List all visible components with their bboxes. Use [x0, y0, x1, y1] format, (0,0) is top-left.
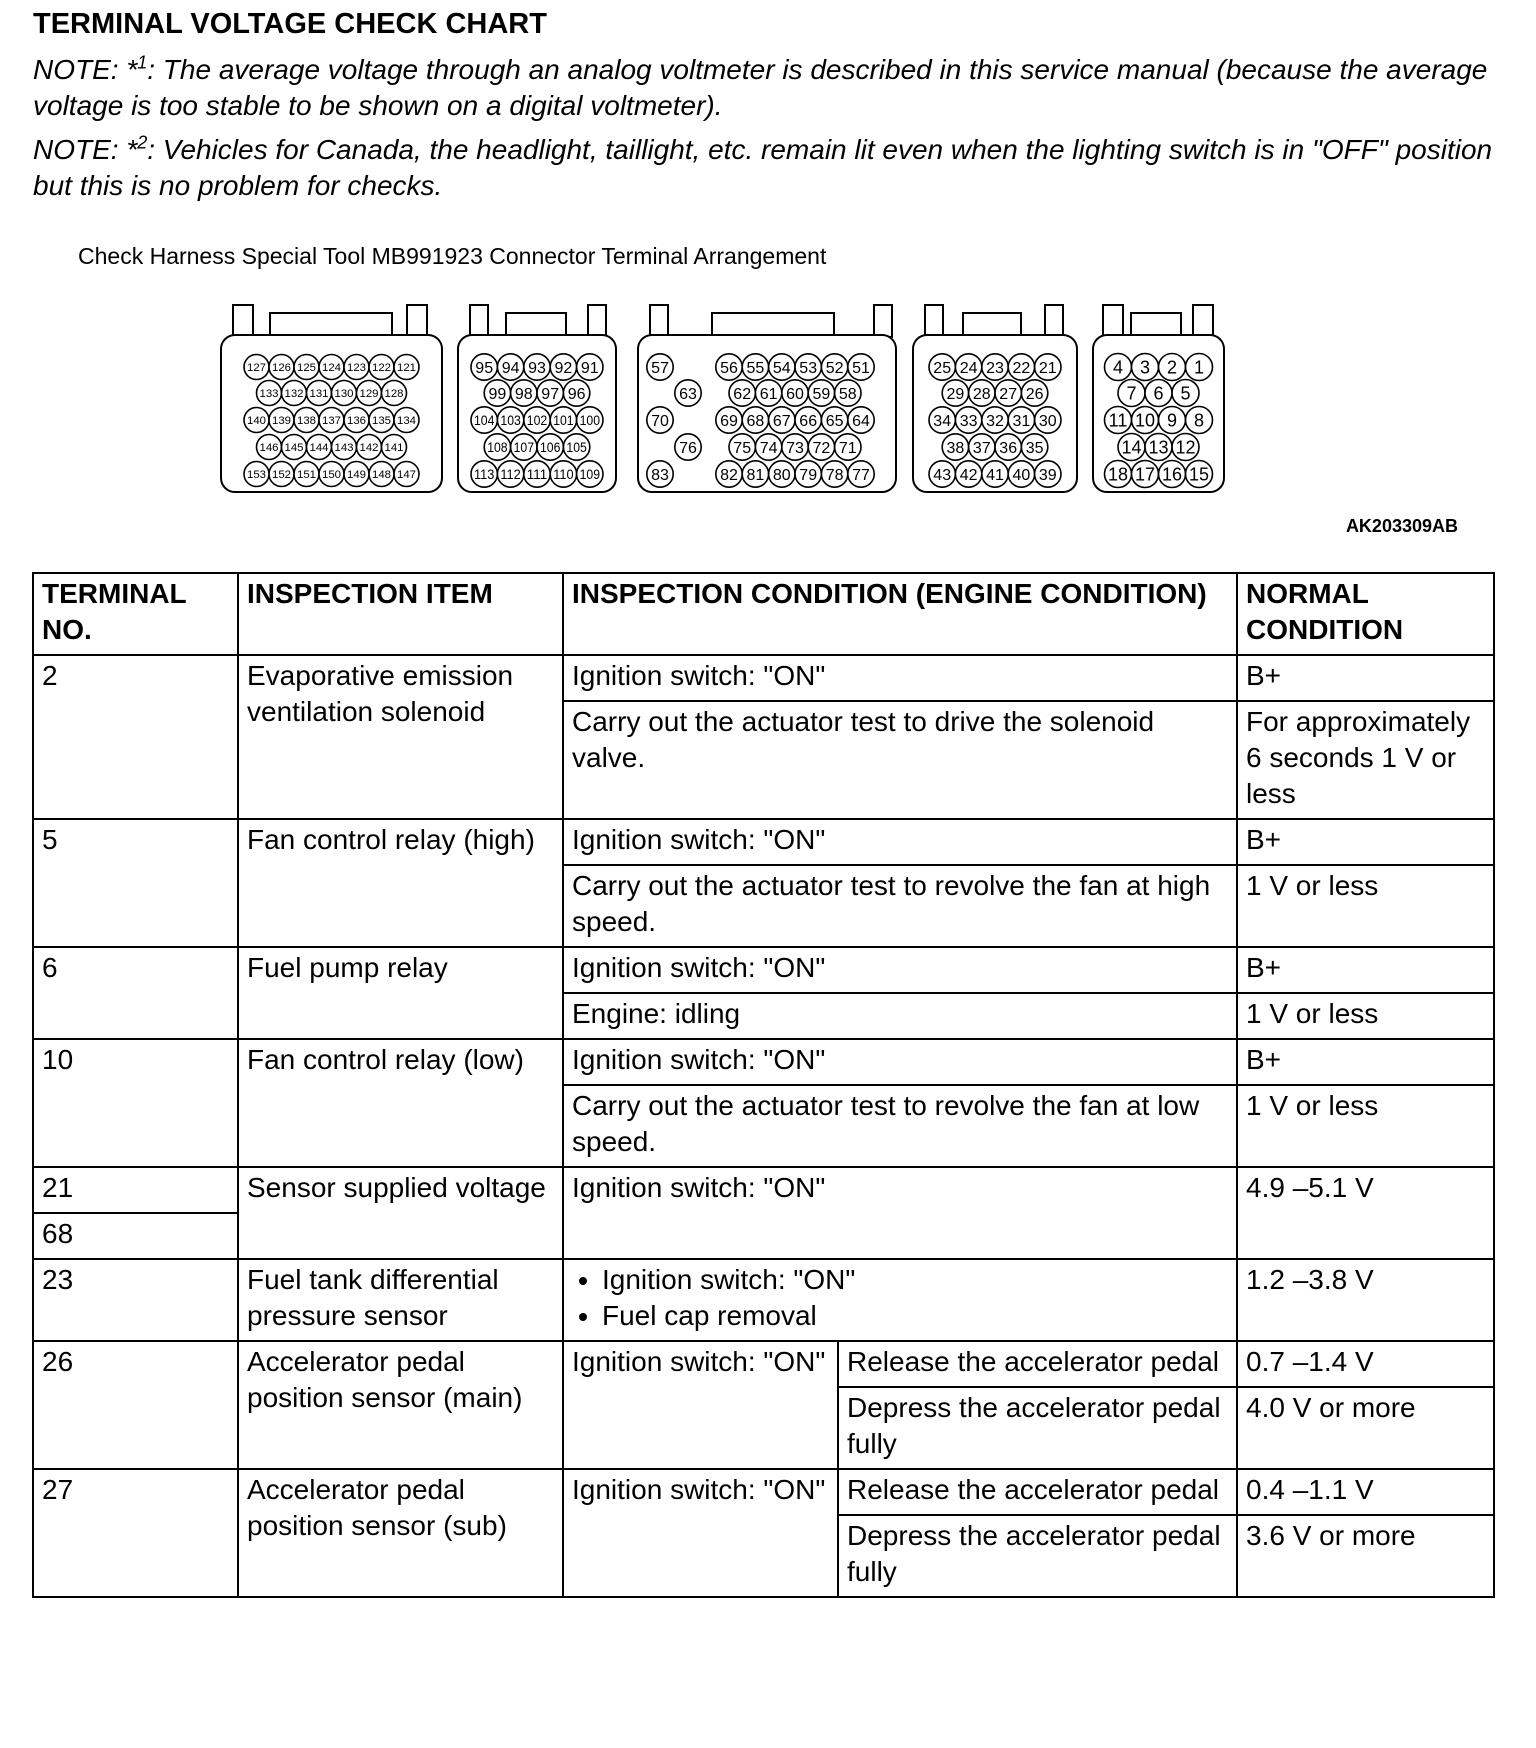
terminal-pin-label: 110	[553, 466, 574, 483]
sub-condition-cell: Depress the accelerator pedal fully	[838, 1515, 1237, 1597]
terminal-pin-label: 57	[651, 359, 669, 377]
connector-1-tab-1	[233, 305, 253, 337]
connector-5-tab-1	[1103, 305, 1123, 337]
connector-2-tab-1	[470, 305, 488, 337]
terminal-pin-label: 139	[272, 415, 291, 428]
table-header-row	[33, 573, 1494, 655]
terminal-pin-label: 134	[397, 415, 417, 428]
terminal-pin-label: 60	[786, 385, 804, 403]
condition-cell: Ignition switch: "ON"	[563, 655, 1237, 701]
normal-cell: 3.6 V or more	[1237, 1515, 1494, 1597]
terminal-pin-label: 51	[852, 359, 870, 377]
terminal-pin-label: 43	[933, 466, 952, 484]
terminal-pin-label: 137	[322, 415, 341, 428]
terminal-pin-label: 131	[309, 388, 329, 401]
figure-id: AK203309AB	[1345, 516, 1458, 536]
terminal-pin-label: 144	[309, 442, 330, 455]
normal-cell: 0.4 –1.1 V	[1237, 1469, 1494, 1515]
item-cell: Evaporative emission ventilation solenoid	[238, 655, 563, 819]
terminal-pin-label: 27	[999, 385, 1018, 403]
item-cell: Fan control relay (high)	[238, 819, 563, 947]
table-row	[33, 655, 1494, 701]
terminal-pin-label: 4	[1112, 357, 1124, 378]
terminal-pin-label: 26	[1025, 385, 1044, 403]
terminal-pin-label: 76	[679, 439, 697, 457]
terminal-pin-label: 69	[720, 412, 738, 430]
sub-condition-cell: Release the accelerator pedal	[838, 1341, 1237, 1387]
terminal-pin-label: 21	[1038, 359, 1057, 377]
terminal-pin-label: 111	[526, 466, 548, 483]
terminal-pin-label: 11	[1108, 410, 1128, 431]
terminal-pin-label: 39	[1038, 466, 1057, 484]
terminal-pin-label: 61	[759, 385, 778, 403]
terminal-pin-label: 41	[986, 466, 1004, 484]
terminal-pin-label: 99	[488, 385, 507, 403]
list-item: • Fuel cap removal	[602, 1298, 1228, 1334]
terminal-pin-label: 59	[812, 385, 831, 403]
terminal-pin-label: 72	[812, 439, 831, 457]
terminal-pin-label: 5	[1180, 383, 1191, 404]
terminal-pin-label: 24	[959, 359, 978, 377]
terminal-pin-label: 56	[720, 359, 738, 377]
item-cell: Fuel pump relay	[238, 947, 563, 1039]
terminal-pin-label: 35	[1025, 439, 1044, 457]
normal-cell: 1 V or less	[1237, 1085, 1494, 1167]
terminal-cell: 10	[33, 1039, 238, 1167]
connector-1-key	[270, 313, 392, 337]
terminal-pin-label: 103	[500, 412, 521, 429]
terminal-pin-label: 152	[272, 469, 291, 482]
note-1-text: : The average voltage through an analog voltmeter is described in this service manual (because the average voltage is too stable to be shown on a digital voltmeter).	[33, 54, 1488, 121]
terminal-pin-label: 23	[986, 359, 1004, 377]
terminal-pin-label: 108	[487, 439, 508, 456]
terminal-pin-label: 141	[384, 442, 404, 455]
item-cell: Sensor supplied voltage	[238, 1167, 563, 1259]
terminal-cell: 23	[33, 1259, 238, 1341]
terminal-pin-label: 92	[554, 359, 573, 377]
terminal-pin-label: 146	[259, 442, 279, 455]
terminal-pin-label: 133	[259, 388, 279, 401]
connector-3-tab-2	[874, 305, 892, 337]
terminal-pin-label: 78	[825, 466, 844, 484]
terminal-pin-label: 125	[297, 362, 316, 375]
terminal-pin-label: 130	[334, 388, 354, 401]
terminal-pin-label: 6	[1153, 383, 1164, 404]
terminal-pin-label: 22	[1012, 359, 1031, 377]
terminal-pin-label: 77	[852, 466, 870, 484]
normal-cell: For approximately 6 seconds 1 V or less	[1237, 701, 1494, 819]
normal-cell: 4.0 V or more	[1237, 1387, 1494, 1469]
terminal-pin-label: 17	[1134, 464, 1156, 485]
condition-cell: Ignition switch: "ON"	[563, 1039, 1237, 1085]
item-cell: Accelerator pedal position sensor (sub)	[238, 1469, 563, 1597]
terminal-pin-label: 98	[514, 385, 533, 403]
terminal-pin-label: 75	[733, 439, 752, 457]
condition-cell: Carry out the actuator test to revolve the fan at low speed.	[563, 1085, 1237, 1167]
sub-condition-cell: Release the accelerator pedal	[838, 1469, 1237, 1515]
table-row	[33, 1469, 1494, 1515]
terminal-pin-label: 55	[746, 359, 765, 377]
header-normal: NORMAL CONDITION	[1237, 573, 1494, 655]
normal-cell: 1.2 –3.8 V	[1237, 1259, 1494, 1341]
table-row	[33, 1039, 1494, 1085]
note-1	[33, 52, 1503, 124]
condition-cell: Carry out the actuator test to drive the solenoid valve.	[563, 701, 1237, 819]
terminal-pin-label: 1	[1193, 357, 1205, 378]
terminal-pin-label: 112	[500, 466, 521, 483]
terminal-pin-label: 66	[799, 412, 818, 430]
terminal-pin-label: 145	[284, 442, 304, 455]
terminal-pin-label: 10	[1134, 410, 1156, 431]
terminal-pin-label: 94	[501, 359, 520, 377]
terminal-pin-label: 7	[1126, 383, 1137, 404]
terminal-pin-label: 12	[1175, 437, 1196, 458]
terminal-pin-label: 13	[1148, 437, 1169, 458]
terminal-pin-label: 149	[347, 469, 366, 482]
terminal-pin-label: 9	[1166, 410, 1178, 431]
terminal-pin-label: 105	[566, 439, 587, 456]
connector-4-tab-2	[1045, 305, 1063, 337]
terminal-pin-label: 79	[799, 466, 818, 484]
terminal-pin-label: 52	[825, 359, 844, 377]
normal-cell: B+	[1237, 1039, 1494, 1085]
terminal-pin-label: 53	[799, 359, 818, 377]
note-1-prefix: NOTE: *	[33, 54, 138, 85]
condition-cell: Carry out the actuator test to revolve the fan at high speed.	[563, 865, 1237, 947]
terminal-pin-label: 140	[247, 415, 266, 428]
terminal-pin-label: 148	[372, 469, 391, 482]
terminal-pin-label: 67	[772, 412, 791, 430]
note-2	[33, 132, 1503, 204]
terminal-pin-label: 82	[720, 466, 738, 484]
connector-1-tab-2	[407, 305, 427, 337]
diagram-caption: Check Harness Special Tool MB991923 Connector Terminal Arrangement	[78, 243, 827, 269]
note-2-sup: 2	[137, 132, 148, 153]
condition-cell: Ignition switch: "ON"	[563, 1341, 838, 1469]
table-row	[33, 1341, 1494, 1387]
terminal-pin-label: 100	[579, 412, 601, 429]
terminal-pin-label: 147	[397, 469, 416, 482]
condition-cell: Ignition switch: "ON"	[563, 947, 1237, 993]
condition-cell: Ignition switch: "ON"	[563, 1469, 838, 1597]
terminal-pin-label: 15	[1188, 464, 1210, 485]
table-row	[33, 1259, 1494, 1341]
terminal-pin-label: 62	[733, 385, 752, 403]
terminal-pin-label: 142	[359, 442, 379, 455]
terminal-pin-label: 106	[540, 439, 561, 456]
terminal-pin-label: 151	[297, 469, 316, 482]
condition-bullet-list	[572, 1262, 1228, 1334]
page-title: TERMINAL VOLTAGE CHECK CHART	[33, 8, 547, 40]
terminal-pin-label: 68	[746, 412, 765, 430]
terminal-pin-label: 122	[372, 362, 391, 375]
terminal-pin-label: 73	[786, 439, 804, 457]
terminal-pin-label: 74	[759, 439, 778, 457]
terminal-pin-label: 143	[334, 442, 354, 455]
condition-cell: Ignition switch: "ON"	[563, 819, 1237, 865]
terminal-pin-label: 14	[1121, 437, 1142, 458]
terminal-pin-label: 153	[247, 469, 266, 482]
terminal-pin-label: 2	[1166, 357, 1178, 378]
condition-cell: Engine: idling	[563, 993, 1237, 1039]
terminal-pin-label: 124	[322, 362, 342, 375]
note-2-text: : Vehicles for Canada, the headlight, taillight, etc. remain lit even when the lighting switch is in "OFF" position but this is no problem for checks.	[33, 134, 1493, 201]
item-cell: Fuel tank differential pressure sensor	[238, 1259, 563, 1341]
terminal-pin-label: 104	[474, 412, 495, 429]
terminal-cell: 26	[33, 1341, 238, 1469]
terminal-pin-label: 16	[1161, 464, 1183, 485]
terminal-pin-label: 109	[579, 466, 601, 483]
connector-2-tab-2	[588, 305, 606, 337]
normal-cell: 0.7 –1.4 V	[1237, 1341, 1494, 1387]
terminal-pin-label: 58	[838, 385, 857, 403]
terminal-cell: 6	[33, 947, 238, 1039]
terminal-cell: 21	[33, 1167, 238, 1213]
terminal-pin-label: 3	[1139, 357, 1151, 378]
terminal-cell: 2	[33, 655, 238, 819]
header-condition: INSPECTION CONDITION (ENGINE CONDITION)	[563, 573, 1237, 655]
connector-3-key	[712, 313, 834, 337]
connector-5-key	[1131, 313, 1181, 337]
terminal-pin-label: 83	[651, 466, 669, 484]
terminal-pin-label: 121	[397, 362, 416, 375]
table-row	[33, 947, 1494, 993]
terminal-pin-label: 36	[999, 439, 1018, 457]
terminal-pin-label: 42	[959, 466, 978, 484]
condition-cell: Ignition switch: "ON"	[563, 1167, 1237, 1259]
terminal-pin-label: 129	[359, 388, 379, 401]
terminal-pin-label: 80	[772, 466, 791, 484]
terminal-pin-label: 33	[959, 412, 978, 430]
table-row	[33, 1167, 1494, 1213]
note-2-prefix: NOTE: *	[33, 134, 138, 165]
terminal-cell: 27	[33, 1469, 238, 1597]
connector-diagram	[0, 300, 1536, 500]
terminal-pin-label: 31	[1012, 412, 1031, 430]
normal-cell: B+	[1237, 655, 1494, 701]
item-cell: Fan control relay (low)	[238, 1039, 563, 1167]
connector-4-tab-1	[925, 305, 943, 337]
terminal-pin-label: 63	[679, 385, 697, 403]
terminal-pin-label: 150	[322, 469, 341, 482]
terminal-pin-label: 102	[526, 412, 548, 429]
terminal-pin-label: 64	[852, 412, 870, 430]
terminal-pin-label: 136	[347, 415, 366, 428]
terminal-pin-label: 113	[474, 466, 495, 483]
connector-4-key	[963, 313, 1021, 337]
header-terminal: TERMINAL NO.	[33, 573, 238, 655]
normal-cell: 4.9 –5.1 V	[1237, 1167, 1494, 1259]
terminal-cell: 68	[33, 1213, 238, 1259]
normal-cell: 1 V or less	[1237, 993, 1494, 1039]
connector-5-tab-2	[1193, 305, 1213, 337]
terminal-cell: 5	[33, 819, 238, 947]
terminal-pin-label: 135	[372, 415, 391, 428]
normal-cell: B+	[1237, 819, 1494, 865]
terminal-pin-label: 30	[1038, 412, 1057, 430]
terminal-pin-label: 132	[284, 388, 304, 401]
terminal-pin-label: 29	[946, 385, 965, 403]
terminal-pin-label: 18	[1107, 464, 1129, 485]
normal-cell: B+	[1237, 947, 1494, 993]
item-cell: Accelerator pedal position sensor (main)	[238, 1341, 563, 1469]
terminal-voltage-table	[32, 572, 1495, 1598]
terminal-pin-label: 70	[651, 412, 669, 430]
terminal-pin-label: 37	[972, 439, 991, 457]
terminal-pin-label: 8	[1193, 410, 1205, 431]
header-item: INSPECTION ITEM	[238, 573, 563, 655]
terminal-pin-label: 25	[933, 359, 952, 377]
terminal-pin-label: 96	[567, 385, 586, 403]
condition-cell	[563, 1259, 1237, 1341]
terminal-pin-label: 127	[247, 362, 266, 375]
list-item: • Ignition switch: "ON"	[602, 1262, 1228, 1298]
note-1-sup: 1	[137, 52, 148, 73]
terminal-pin-label: 101	[553, 412, 574, 429]
terminal-pin-label: 40	[1012, 466, 1031, 484]
terminal-pin-label: 54	[772, 359, 791, 377]
terminal-pin-label: 126	[272, 362, 291, 375]
connector-2-key	[506, 313, 566, 337]
terminal-pin-label: 34	[933, 412, 952, 430]
terminal-pin-label: 91	[580, 359, 599, 377]
terminal-pin-label: 32	[986, 412, 1004, 430]
table-row	[33, 819, 1494, 865]
terminal-pin-label: 71	[838, 439, 857, 457]
terminal-pin-label: 128	[384, 388, 404, 401]
terminal-pin-label: 107	[513, 439, 535, 456]
terminal-pin-label: 65	[825, 412, 844, 430]
sub-condition-cell: Depress the accelerator pedal fully	[838, 1387, 1237, 1469]
terminal-pin-label: 123	[347, 362, 366, 375]
connector-3-tab-1	[650, 305, 668, 337]
terminal-pin-label: 38	[946, 439, 965, 457]
terminal-pin-label: 138	[297, 415, 316, 428]
terminal-pin-label: 28	[972, 385, 991, 403]
terminal-pin-label: 93	[528, 359, 546, 377]
terminal-pin-label: 81	[746, 466, 765, 484]
normal-cell: 1 V or less	[1237, 865, 1494, 947]
terminal-pin-label: 97	[541, 385, 560, 403]
terminal-pin-label: 95	[475, 359, 494, 377]
